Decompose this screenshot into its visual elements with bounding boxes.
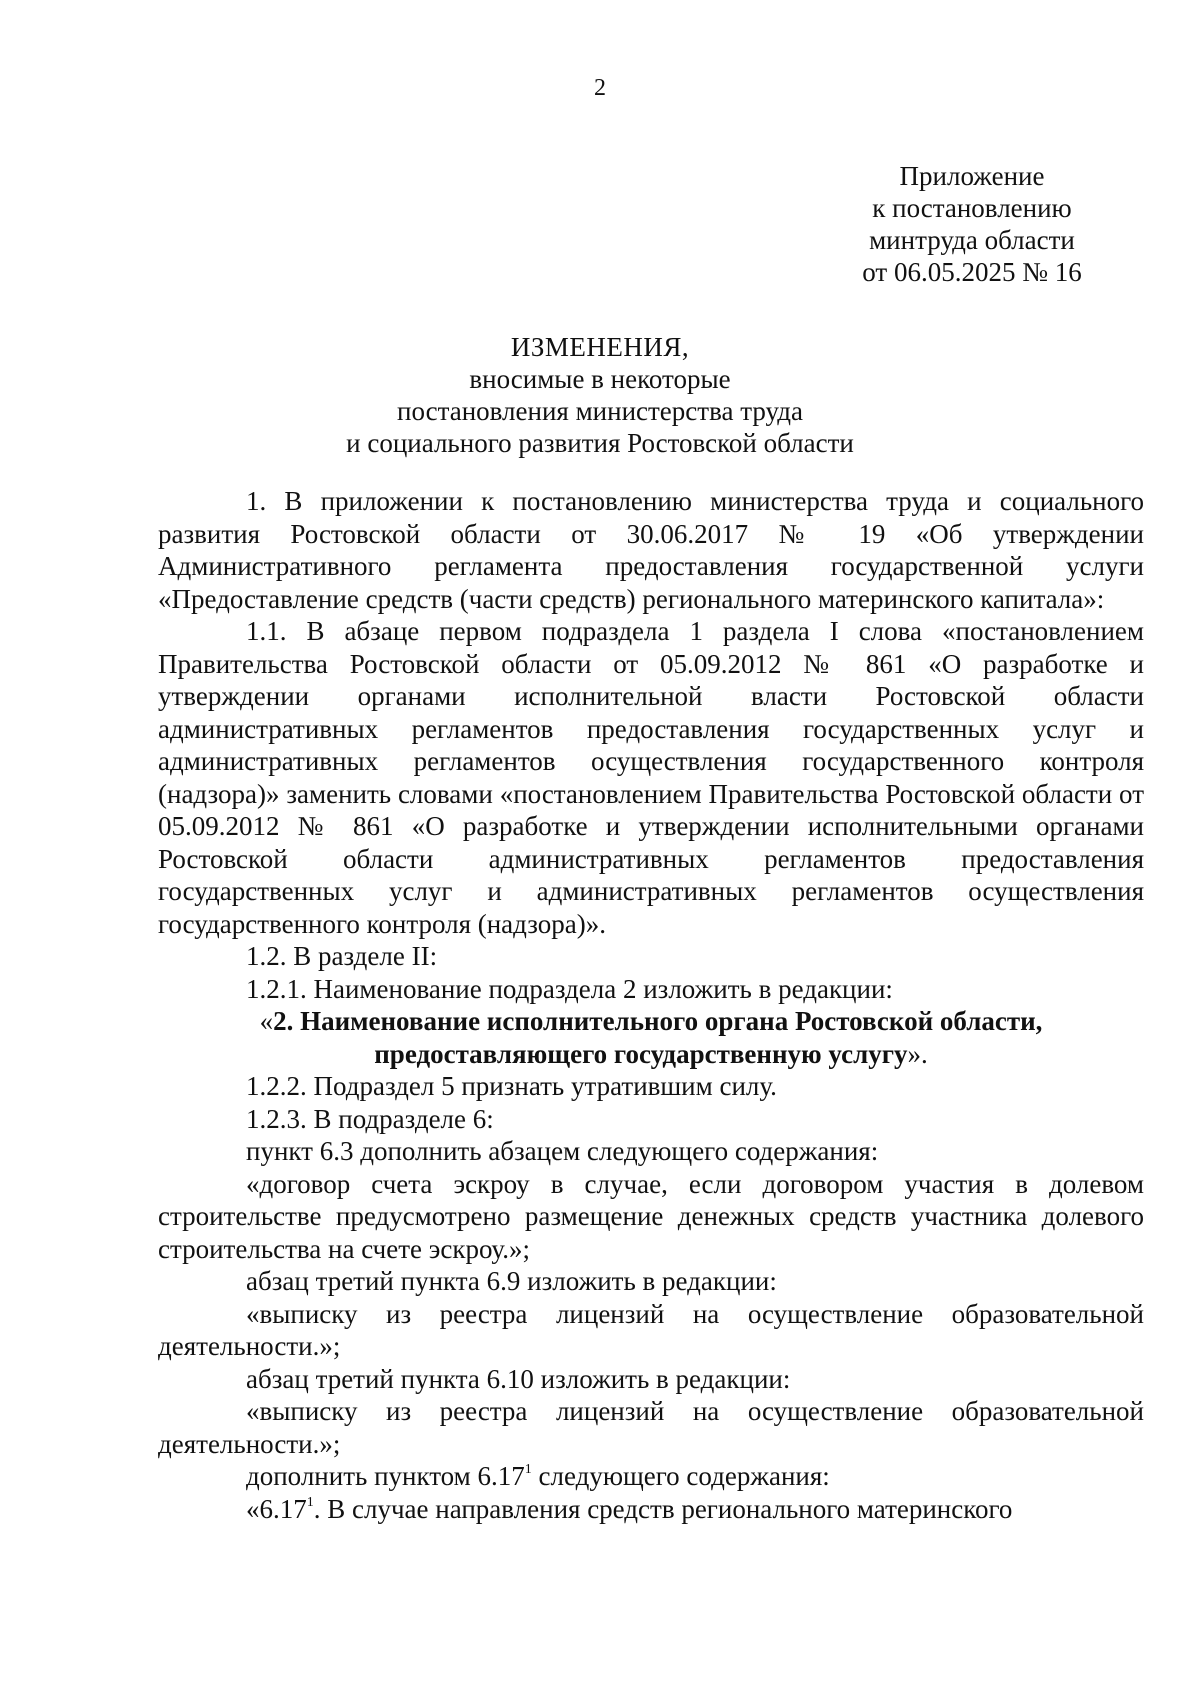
quoted-paragraph: «договор счета эскроу в случае, если договором участия в долевом строительстве предусмотрено размещение денежных средств участника долевого строительства на счете эскроу.»; xyxy=(158,1168,1144,1264)
heading-line: предоставляющего государственную услугу xyxy=(374,1038,908,1069)
paragraph: 1.2. В разделе II: xyxy=(246,941,438,971)
paragraph: 1.1. В абзаце первом подраздела 1 раздела I слова «постановлением Правительства Ростовской области от 05.09.2012 № 861 «О разработке и утверждении органами исполнительной власти Ростовской области административных регламентов предоставления государственных услуг и административных регламентов осуществления государственного контроля (надзора)» заменить словами «постановлением Правительства Ростовской области от 05.09.2012 № 861 «О разработке и утверждении исполнительными органами Ростовской области административных регламентов предоставления государственных услуг и административных регламентов осуществления государственного контроля (надзора)». xyxy=(158,616,1144,939)
quoted-paragraph: «выписку из реестра лицензий на осуществление образовательной деятельности.»; xyxy=(158,1396,1144,1459)
quote-open: « xyxy=(259,1006,274,1036)
appendix-line: минтруда области xyxy=(869,225,1075,255)
paragraph: абзац третий пункта 6.9 изложить в редакции: xyxy=(246,1266,777,1296)
appendix-line: от 06.05.2025 № 16 xyxy=(862,257,1082,287)
text-run: . В случае направления средств регионального материнского xyxy=(313,1493,1013,1524)
heading-line: 2. Наименование исполнительного органа Ростовской области, xyxy=(273,1006,1043,1036)
appendix-header xyxy=(842,160,1102,288)
page-number: 2 xyxy=(594,75,606,101)
document-body xyxy=(158,485,1144,1525)
text-run: «6.17 xyxy=(246,1493,307,1524)
paragraph: 1.2.2. Подраздел 5 признать утратившим силу. xyxy=(246,1071,777,1101)
title-subline: постановления министерства труда xyxy=(397,396,803,426)
paragraph xyxy=(158,1460,1144,1493)
title-main: ИЗМЕНЕНИЯ, xyxy=(510,332,690,362)
text-run: следующего содержания: xyxy=(531,1461,830,1491)
paragraph: 1. В приложении к постановлению министерства труда и социального развития Ростовской области от 30.06.2017 № 19 «Об утверждении Административного регламента предоставления государственной услуги «Предоставление средств (части средств) регионального материнского капитала»: xyxy=(158,486,1144,614)
title-subline: и социального развития Ростовской области xyxy=(346,428,854,458)
quoted-heading xyxy=(158,1005,1144,1070)
paragraph: абзац третий пункта 6.10 изложить в редакции: xyxy=(246,1363,791,1394)
quoted-paragraph: «выписку из реестра лицензий на осуществление образовательной деятельности.»; xyxy=(158,1298,1144,1361)
appendix-line: Приложение xyxy=(899,161,1045,191)
paragraph: 1.2.3. В подразделе 6: xyxy=(246,1103,494,1134)
title-subline: вносимые в некоторые xyxy=(469,364,731,394)
paragraph: пункт 6.3 дополнить абзацем следующего содержания: xyxy=(246,1136,879,1166)
appendix-line: к постановлению xyxy=(872,193,1072,223)
text-run: дополнить пунктом 6.17 xyxy=(246,1461,525,1491)
superscript: 1 xyxy=(524,1462,532,1477)
superscript: 1 xyxy=(306,1494,314,1510)
quote-close: ». xyxy=(907,1038,928,1069)
document-title xyxy=(0,331,1200,459)
quoted-paragraph xyxy=(158,1493,1144,1526)
paragraph: 1.2.1. Наименование подраздела 2 изложить в редакции: xyxy=(246,973,893,1004)
